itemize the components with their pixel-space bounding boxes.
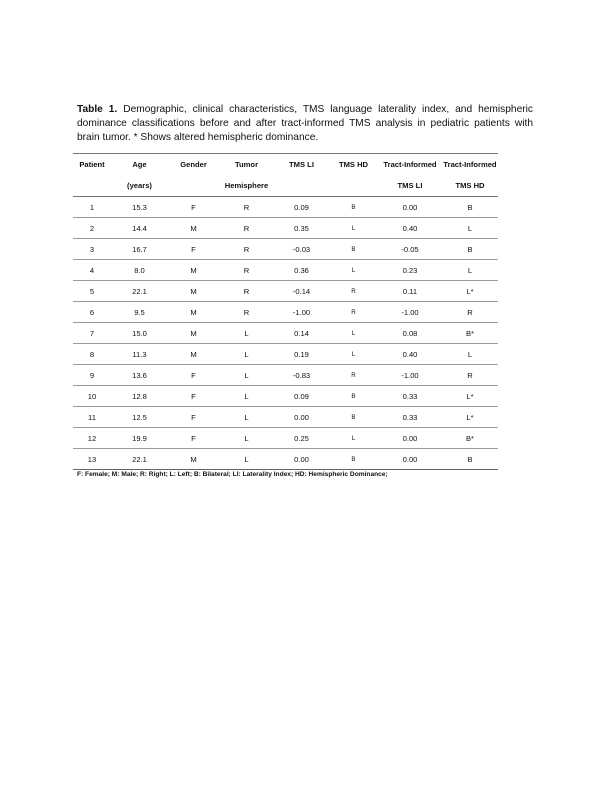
cell-tract-hd: B: [442, 197, 498, 218]
header-tract-li: Tract-Informed: [378, 154, 442, 176]
cell-gender: F: [168, 365, 219, 386]
cell-age: 15.3: [111, 197, 168, 218]
cell-tract-hd: B*: [442, 428, 498, 449]
header-patient-sub: [73, 175, 111, 197]
cell-tumor: R: [219, 197, 274, 218]
cell-gender: M: [168, 302, 219, 323]
cell-gender: M: [168, 323, 219, 344]
header-patient: Patient: [73, 154, 111, 176]
cell-tms-li: 0.00: [274, 449, 329, 470]
cell-tms-li: -1.00: [274, 302, 329, 323]
cell-tract-li: 0.33: [378, 386, 442, 407]
cell-tract-hd: L: [442, 344, 498, 365]
cell-tms-hd: R: [329, 281, 378, 302]
table-row: [73, 386, 498, 407]
cell-tms-hd: R: [329, 365, 378, 386]
cell-patient: 6: [73, 302, 111, 323]
cell-tract-hd: R: [442, 365, 498, 386]
cell-tract-li: -0.05: [378, 239, 442, 260]
cell-tms-li: 0.09: [274, 386, 329, 407]
header-row-2: [73, 175, 498, 197]
cell-tumor: L: [219, 344, 274, 365]
cell-patient: 5: [73, 281, 111, 302]
cell-tms-hd: L: [329, 218, 378, 239]
cell-patient: 2: [73, 218, 111, 239]
cell-tumor: R: [219, 239, 274, 260]
table-row: [73, 449, 498, 470]
header-tumor: Tumor: [219, 154, 274, 176]
table-row: [73, 302, 498, 323]
cell-tumor: L: [219, 365, 274, 386]
cell-gender: F: [168, 428, 219, 449]
cell-tract-li: 0.00: [378, 197, 442, 218]
header-tms-hd: TMS HD: [329, 154, 378, 176]
cell-age: 9.5: [111, 302, 168, 323]
cell-tumor: R: [219, 302, 274, 323]
header-tumor-sub: Hemisphere: [219, 175, 274, 197]
cell-tract-li: 0.00: [378, 428, 442, 449]
table-body: [73, 197, 498, 470]
caption-label-punct: .: [114, 104, 118, 115]
cell-tract-li: 0.33: [378, 407, 442, 428]
cell-tract-li: 0.40: [378, 344, 442, 365]
cell-tms-hd: L: [329, 344, 378, 365]
cell-gender: F: [168, 239, 219, 260]
cell-tract-hd: L*: [442, 386, 498, 407]
cell-tms-li: 0.25: [274, 428, 329, 449]
cell-tract-hd: B*: [442, 323, 498, 344]
cell-patient: 13: [73, 449, 111, 470]
cell-age: 13.6: [111, 365, 168, 386]
cell-age: 12.5: [111, 407, 168, 428]
table-row: [73, 407, 498, 428]
cell-tract-li: 0.40: [378, 218, 442, 239]
table-row: [73, 323, 498, 344]
cell-tms-hd: B: [329, 407, 378, 428]
cell-tms-li: 0.35: [274, 218, 329, 239]
header-tract-hd: Tract-Informed: [442, 154, 498, 176]
header-gender-sub: [168, 175, 219, 197]
cell-tumor: L: [219, 323, 274, 344]
cell-tms-li: 0.09: [274, 197, 329, 218]
cell-gender: F: [168, 386, 219, 407]
cell-age: 15.0: [111, 323, 168, 344]
header-age-sub: (years): [111, 175, 168, 197]
cell-tms-hd: B: [329, 239, 378, 260]
cell-age: 22.1: [111, 281, 168, 302]
cell-tms-hd: B: [329, 449, 378, 470]
table-row: [73, 365, 498, 386]
cell-patient: 9: [73, 365, 111, 386]
cell-tract-li: 0.23: [378, 260, 442, 281]
cell-tract-hd: L*: [442, 407, 498, 428]
cell-tract-hd: L*: [442, 281, 498, 302]
cell-tms-li: 0.14: [274, 323, 329, 344]
cell-tract-li: 0.00: [378, 449, 442, 470]
table-row: [73, 218, 498, 239]
table-row: [73, 197, 498, 218]
cell-gender: M: [168, 260, 219, 281]
header-tms-li-sub: [274, 175, 329, 197]
table-row: [73, 428, 498, 449]
header-row-1: [73, 154, 498, 176]
cell-tract-li: 0.11: [378, 281, 442, 302]
cell-tumor: R: [219, 218, 274, 239]
cell-tract-li: -1.00: [378, 302, 442, 323]
cell-tumor: R: [219, 260, 274, 281]
cell-tract-hd: R: [442, 302, 498, 323]
cell-tumor: L: [219, 449, 274, 470]
cell-gender: F: [168, 407, 219, 428]
cell-tumor: L: [219, 428, 274, 449]
cell-tms-hd: B: [329, 197, 378, 218]
table-footnote: F: Female; M: Male; R: Right; L: Left; B: Bilateral; LI: Laterality Index; HD: Hemispheric Dominance;: [77, 471, 388, 478]
cell-tract-hd: B: [442, 239, 498, 260]
cell-tms-li: -0.83: [274, 365, 329, 386]
cell-tms-hd: L: [329, 323, 378, 344]
cell-tumor: R: [219, 281, 274, 302]
cell-tms-li: 0.00: [274, 407, 329, 428]
cell-patient: 10: [73, 386, 111, 407]
cell-tms-hd: R: [329, 302, 378, 323]
cell-patient: 1: [73, 197, 111, 218]
table-row: [73, 260, 498, 281]
cell-gender: M: [168, 281, 219, 302]
cell-gender: M: [168, 344, 219, 365]
cell-tms-hd: B: [329, 386, 378, 407]
table-caption: [77, 103, 533, 145]
cell-age: 22.1: [111, 449, 168, 470]
header-age: Age: [111, 154, 168, 176]
cell-age: 14.4: [111, 218, 168, 239]
cell-tms-li: 0.36: [274, 260, 329, 281]
cell-gender: F: [168, 197, 219, 218]
cell-tms-li: 0.19: [274, 344, 329, 365]
cell-tract-hd: L: [442, 218, 498, 239]
header-tract-hd-sub: TMS HD: [442, 175, 498, 197]
cell-tms-li: -0.03: [274, 239, 329, 260]
cell-gender: M: [168, 218, 219, 239]
caption-text: Demographic, clinical characteristics, TMS language laterality index, and hemispheric dominance classifications before and after tract-informed TMS analysis in pediatric patients with brain tumor. * Shows altered hemispheric dominance.: [77, 104, 533, 143]
cell-age: 12.8: [111, 386, 168, 407]
cell-patient: 3: [73, 239, 111, 260]
cell-age: 19.9: [111, 428, 168, 449]
cell-age: 11.3: [111, 344, 168, 365]
table-row: [73, 239, 498, 260]
cell-tract-li: 0.08: [378, 323, 442, 344]
cell-tms-hd: L: [329, 260, 378, 281]
cell-patient: 8: [73, 344, 111, 365]
header-gender: Gender: [168, 154, 219, 176]
cell-age: 16.7: [111, 239, 168, 260]
cell-tumor: L: [219, 386, 274, 407]
header-tms-hd-sub: [329, 175, 378, 197]
cell-tract-hd: B: [442, 449, 498, 470]
cell-patient: 11: [73, 407, 111, 428]
cell-tms-li: -0.14: [274, 281, 329, 302]
cell-patient: 7: [73, 323, 111, 344]
header-tms-li: TMS LI: [274, 154, 329, 176]
demographics-table: [73, 153, 498, 470]
cell-age: 8.0: [111, 260, 168, 281]
cell-tract-hd: L: [442, 260, 498, 281]
caption-label: Table 1: [77, 104, 115, 115]
cell-patient: 4: [73, 260, 111, 281]
cell-patient: 12: [73, 428, 111, 449]
table-row: [73, 281, 498, 302]
table-row: [73, 344, 498, 365]
cell-gender: M: [168, 449, 219, 470]
cell-tract-li: -1.00: [378, 365, 442, 386]
cell-tumor: L: [219, 407, 274, 428]
header-tract-li-sub: TMS LI: [378, 175, 442, 197]
cell-tms-hd: L: [329, 428, 378, 449]
